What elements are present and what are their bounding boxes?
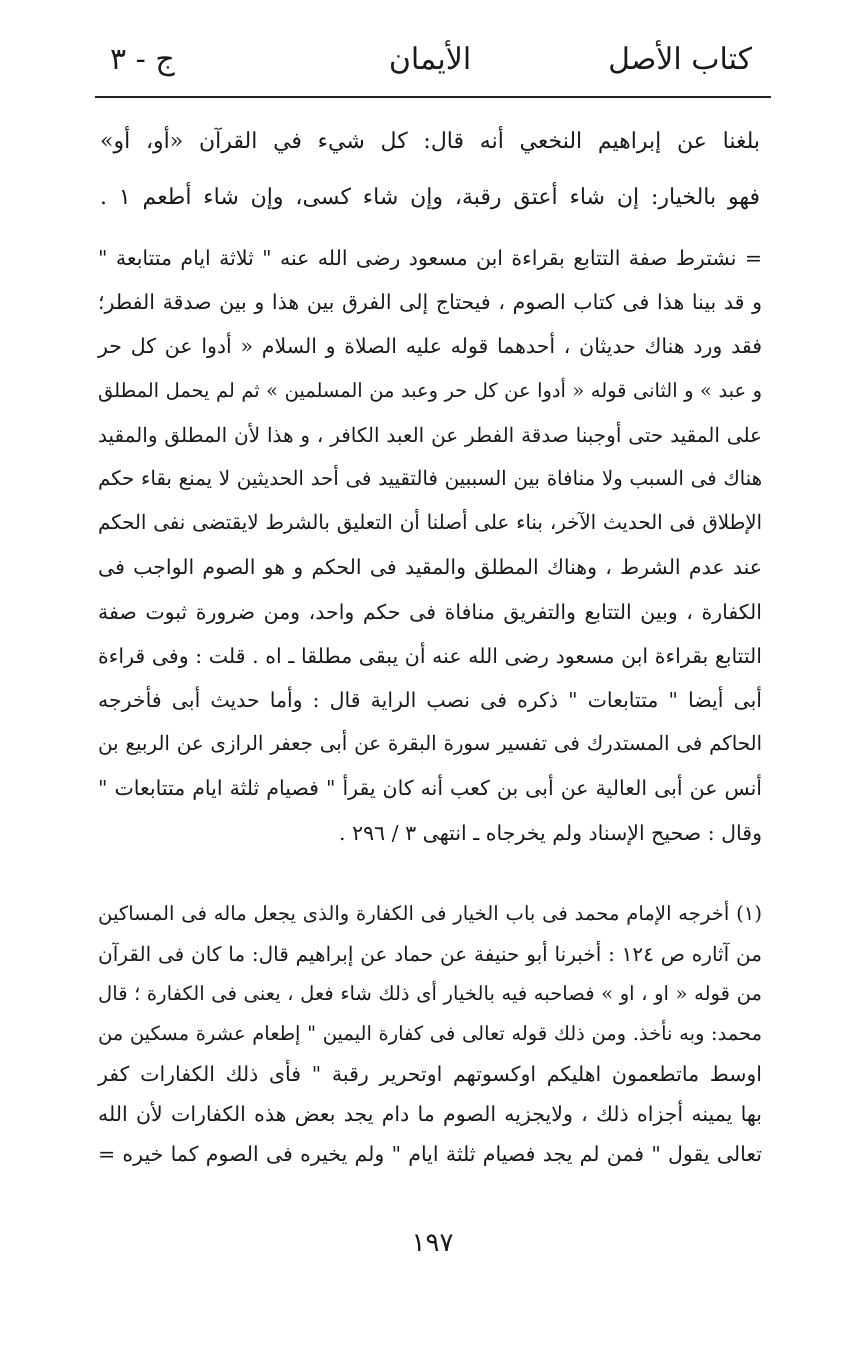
commentary-line: و عبد » و الثانى قوله « أدوا عن كل حر وعبد من المسلمين » ثم لم يحمل المطلق: [98, 378, 762, 402]
commentary-line: عند عدم الشرط ، وهناك المطلق والمقيد فى الحكم و هو الصوم الواجب فى: [98, 555, 762, 580]
commentary-line: وقال : صحيح الإسناد ولم يخرجاه ـ انتهى ٣ / ٢٩٦ .: [339, 820, 762, 845]
commentary-line: الإطلاق فى الحديث الآخر، بناء على أصلنا أن التعليق بالشرط لايقتضى نفى الحكم: [98, 511, 762, 535]
header-divider: [95, 96, 771, 98]
footnote-line: (١) أخرجه الإمام محمد فى باب الخيار فى الكفارة والذى يجعل ماله فى المساكين: [98, 902, 762, 925]
main-text-line: فهو بالخيار: إن شاء أعتق رقبة، وإن شاء كسى، وإن شاء أطعم ١ .: [100, 185, 760, 210]
commentary-line: الكفارة ، وبين التتابع والتفريق منافاة فى حكم واحد، ومن ضرورة ثبوت صفة: [98, 599, 762, 624]
footnote-line: اوسط ماتطعمون اهليكم اوكسوتهم اوتحرير رقبة " فأى ذلك الكفارات كفر: [98, 1062, 762, 1086]
commentary-block: [98, 236, 762, 855]
commentary-line: و قد بينا هذا فى كتاب الصوم ، فيحتاج إلى الفرق بين هذا و بين صدقة الفطر؛: [98, 290, 762, 315]
footnote-block: [98, 894, 762, 1174]
main-text-line: بلغنا عن إبراهيم النخعي أنه قال: كل شيء في القرآن «أو، أو»: [100, 129, 760, 154]
volume-number: ج - ٣: [110, 42, 175, 77]
book-title: كتاب الأصل: [608, 42, 752, 77]
commentary-line: هناك فى السبب ولا منافاة بين السببين فالتقييد فى أحد الحديثين لا يمنع بقاء حكم: [98, 467, 762, 491]
commentary-line: الحاكم فى المستدرك فى تفسير سورة البقرة عن أبى جعفر الرازى عن الربيع بن: [98, 732, 762, 756]
running-header: [100, 38, 760, 84]
commentary-line: التتابع بقراءة ابن مسعود رضى الله عنه أن يبقى مطلقا ـ اه . قلت : وفى قراءة: [98, 643, 762, 668]
footnote-line: تعالى يقول " فمن لم يجد فصيام ثلثة ايام " ولم يخيره فى الصوم كما خيره =: [98, 1142, 762, 1166]
footnote-line: محمد: وبه نأخذ. ومن ذلك قوله تعالى فى كفارة اليمين " إطعام عشرة مسكين من: [98, 1022, 762, 1045]
commentary-line: فقد ورد هناك حديثان ، أحدهما قوله عليه الصلاة و السلام « أدوا عن كل حر: [98, 334, 762, 359]
commentary-line: = نشترط صفة التتابع بقراءة ابن مسعود رضى الله عنه " ثلاثة ايام متتابعة ": [98, 246, 762, 270]
main-text: [100, 114, 760, 226]
chapter-title: الأيمان: [388, 42, 472, 77]
commentary-line: أبى أيضا " متتابعات " ذكره فى نصب الراية قال : وأما حديث أبى فأخرجه: [98, 688, 762, 713]
footnote-line: من قوله « او ، او » فصاحبه فيه بالخيار أى ذلك شاء فعل ، يعنى فى الكفارة ؛ قال: [98, 982, 762, 1005]
commentary-line: أنس عن أبى العالية عن أبى بن كعب أنه كان يقرأ " فصيام ثلثة ايام متتابعات ": [98, 776, 762, 801]
footnote-line: بها يمينه أجزاه ذلك ، ولايجزيه الصوم ما دام يجد بعض هذه الكفارات لأن الله: [98, 1102, 762, 1126]
commentary-line: على المقيد حتى أوجبنا صدقة الفطر عن العبد الكافر ، و هذا لأن المطلق والمقيد: [98, 422, 762, 447]
footnote-line: من آثاره ص ١٢٤ : أخبرنا أبو حنيفة عن حماد عن إبراهيم قال: ما كان فى القرآن: [98, 942, 762, 966]
page-number: ١٩٧: [411, 1228, 454, 1258]
